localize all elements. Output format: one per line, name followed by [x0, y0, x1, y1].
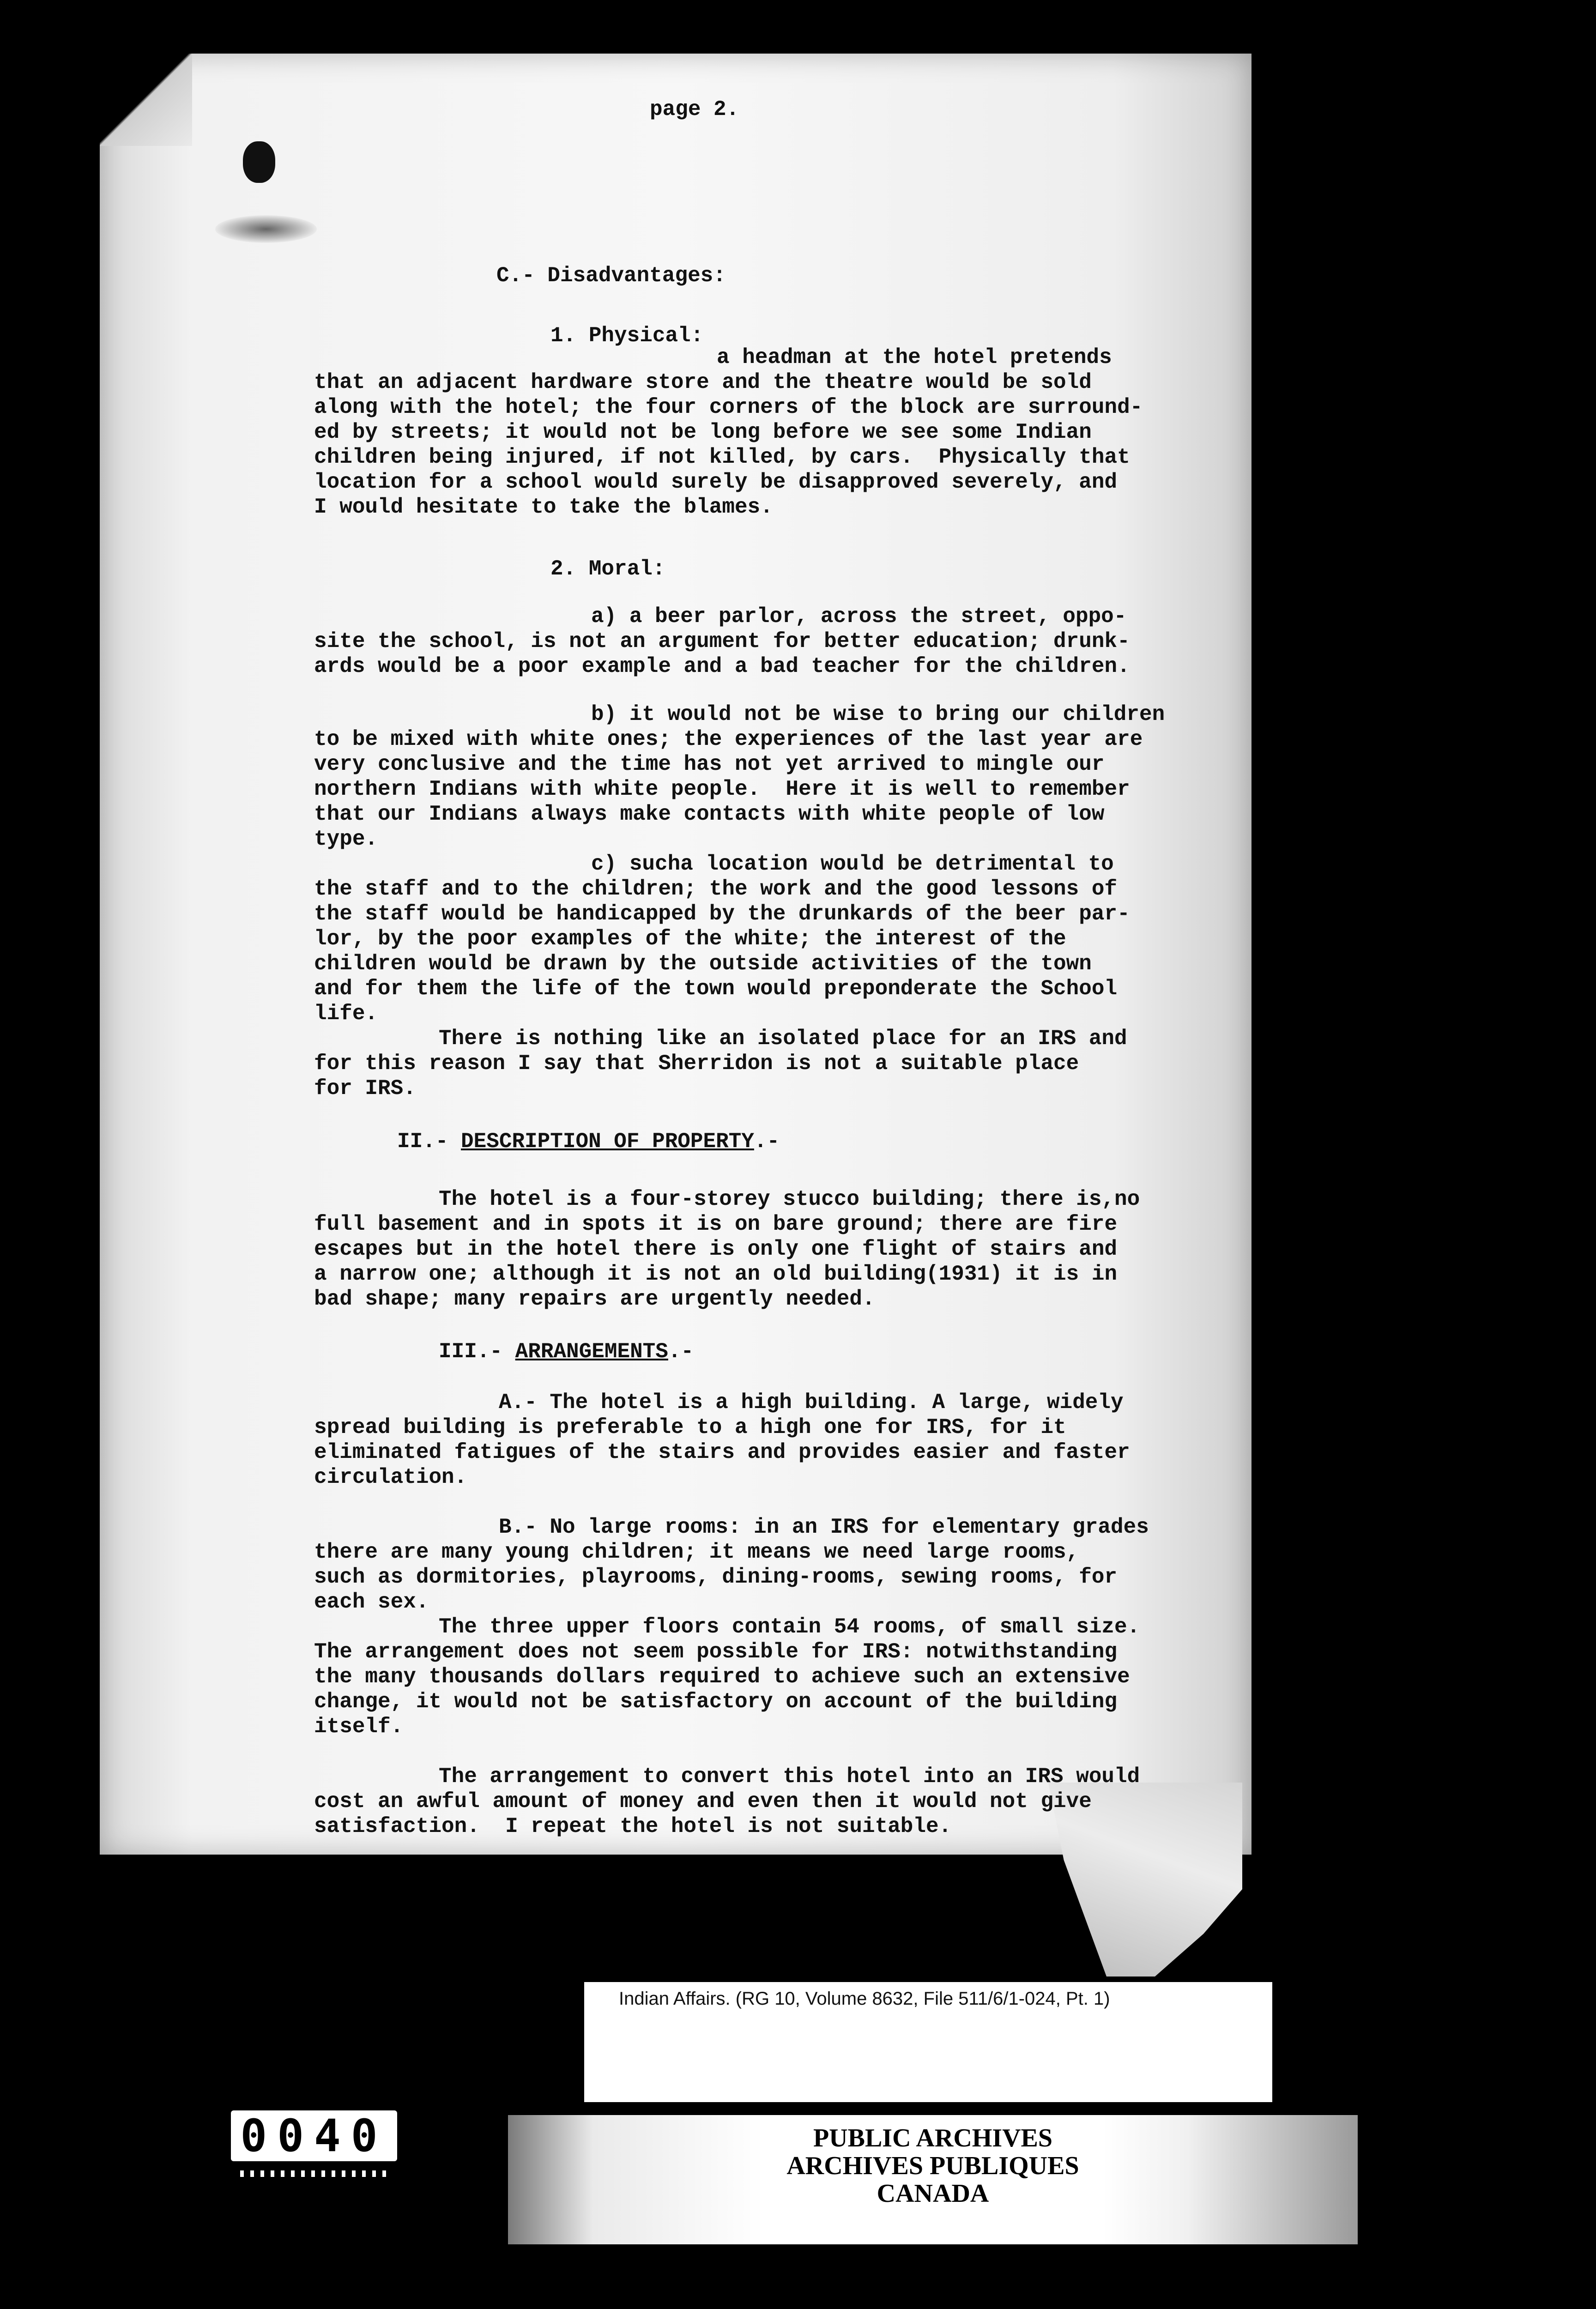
- upper-floors-line: The three upper floors contain 54 rooms, of small size.: [439, 1615, 1140, 1639]
- physical-line: I would hesitate to take the blames.: [314, 495, 773, 519]
- section-ii-heading: [397, 1129, 780, 1154]
- section-iii-heading: [439, 1339, 694, 1364]
- property-line: The hotel is a four-storey stucco building; there is,no: [439, 1187, 1140, 1211]
- final-line: satisfaction. I repeat the hotel is not suitable.: [314, 1814, 952, 1838]
- moral-a-line: site the school, is not an argument for better education; drunk-: [314, 629, 1130, 653]
- frame-tick-marks: [240, 2170, 393, 2177]
- arrangement-a-line: A.- The hotel is a high building. A large, widely: [499, 1390, 1124, 1414]
- moral-label: 2. Moral:: [550, 557, 665, 581]
- moral-c-line: the staff would be handicapped by the drunkards of the beer par-: [314, 902, 1130, 926]
- upper-floors-line: itself.: [314, 1715, 404, 1739]
- arrangement-b-line: there are many young children; it means we need large rooms,: [314, 1540, 1079, 1564]
- moral-c-line: children would be drawn by the outside activities of the town: [314, 952, 1092, 976]
- moral-b-line: b) it would not be wise to bring our children: [591, 702, 1165, 726]
- upper-floors-line: change, it would not be satisfactory on account of the building: [314, 1690, 1118, 1714]
- property-line: bad shape; many repairs are urgently needed.: [314, 1287, 875, 1311]
- property-line: full basement and in spots it is on bare ground; there are fire: [314, 1212, 1118, 1236]
- physical-line: ed by streets; it would not be long before we see some Indian: [314, 420, 1092, 444]
- smudge-mark: [215, 215, 317, 243]
- folded-corner: [100, 54, 192, 146]
- final-line: cost an awful amount of money and even then it would not give: [314, 1789, 1092, 1813]
- physical-label: 1. Physical:: [550, 324, 704, 348]
- moral-c-line: the staff and to the children; the work and the good lessons of: [314, 877, 1118, 901]
- conclusion-line: There is nothing like an isolated place for an IRS and: [439, 1027, 1127, 1051]
- moral-b-line: that our Indians always make contacts with white people of low: [314, 802, 1105, 826]
- moral-a-line: a) a beer parlor, across the street, oppo-: [591, 604, 1127, 629]
- moral-a-line: ards would be a poor example and a bad teacher for the children.: [314, 654, 1130, 678]
- upper-floors-line: The arrangement does not seem possible for IRS: notwithstanding: [314, 1640, 1118, 1664]
- stamp-line: CANADA: [877, 2179, 989, 2208]
- section-ii-title: DESCRIPTION OF PROPERTY: [461, 1130, 754, 1154]
- section-c-heading: C.- Disadvantages:: [496, 264, 726, 288]
- stamp-line: PUBLIC ARCHIVES: [813, 2124, 1053, 2152]
- moral-b-line: northern Indians with white people. Here it is well to remember: [314, 777, 1130, 801]
- arrangement-b-line: B.- No large rooms: in an IRS for elementary grades: [499, 1515, 1149, 1539]
- physical-line: location for a school would surely be disapproved severely, and: [314, 470, 1118, 494]
- stamp-line: ARCHIVES PUBLIQUES: [786, 2152, 1079, 2180]
- upper-floors-line: the many thousands dollars required to achieve such an extensive: [314, 1665, 1130, 1689]
- moral-b-line: to be mixed with white ones; the experiences of the last year are: [314, 727, 1143, 751]
- ink-blot: [243, 141, 275, 183]
- moral-c-line: c) sucha location would be detrimental to: [591, 852, 1114, 876]
- section-iii-numeral: III.-: [439, 1340, 515, 1364]
- property-line: a narrow one; although it is not an old building(1931) it is in: [314, 1262, 1118, 1286]
- conclusion-line: for IRS.: [314, 1076, 416, 1100]
- moral-b-line: very conclusive and the time has not yet arrived to mingle our: [314, 752, 1105, 776]
- moral-c-line: life.: [314, 1002, 378, 1026]
- section-iii-suffix: .-: [668, 1340, 694, 1364]
- physical-line: children being injured, if not killed, by cars. Physically that: [314, 445, 1130, 469]
- section-ii-numeral: II.-: [397, 1130, 461, 1154]
- moral-b-line: type.: [314, 827, 378, 851]
- archive-stamp: [720, 2124, 1145, 2207]
- archive-reference-text: Indian Affairs. (RG 10, Volume 8632, File 511/6/1-024, Pt. 1): [619, 1989, 1110, 2009]
- final-line: The arrangement to convert this hotel into an IRS would: [439, 1765, 1140, 1789]
- moral-c-line: lor, by the poor examples of the white; the interest of the: [314, 927, 1066, 951]
- arrangement-b-line: such as dormitories, playrooms, dining-rooms, sewing rooms, for: [314, 1565, 1118, 1589]
- property-line: escapes but in the hotel there is only one flight of stairs and: [314, 1237, 1118, 1261]
- physical-line: that an adjacent hardware store and the theatre would be sold: [314, 370, 1092, 394]
- section-iii-title: ARRANGEMENTS: [515, 1340, 668, 1364]
- conclusion-line: for this reason I say that Sherridon is not a suitable place: [314, 1052, 1079, 1076]
- moral-c-line: and for them the life of the town would preponderate the School: [314, 977, 1118, 1001]
- physical-line: along with the hotel; the four corners of the block are surround-: [314, 395, 1143, 419]
- arrangement-a-line: circulation.: [314, 1465, 467, 1489]
- arrangement-a-line: spread building is preferable to a high one for IRS, for it: [314, 1415, 1066, 1439]
- physical-line: a headman at the hotel pretends: [717, 345, 1112, 369]
- arrangement-b-line: each sex.: [314, 1590, 429, 1614]
- arrangement-a-line: eliminated fatigues of the stairs and provides easier and faster: [314, 1440, 1130, 1464]
- section-ii-suffix: .-: [754, 1130, 780, 1154]
- page-label: page 2.: [650, 97, 739, 121]
- frame-number: 0040: [231, 2110, 397, 2161]
- typed-text: [314, 0, 1219, 1838]
